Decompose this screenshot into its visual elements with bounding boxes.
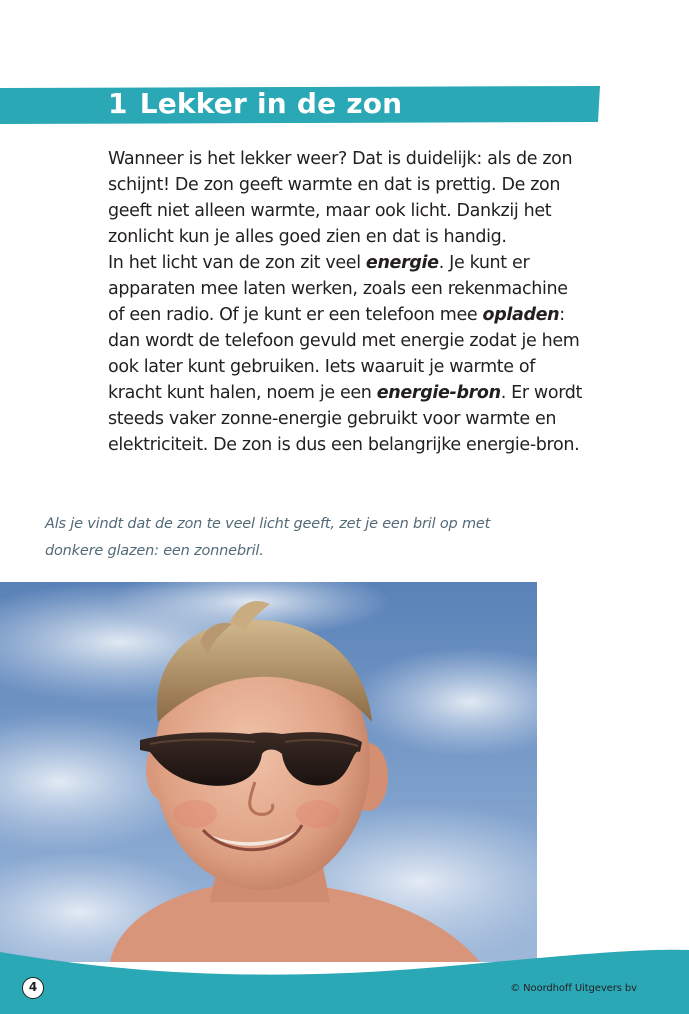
chapter-number: 1 [108,87,128,120]
body-line: kracht kunt halen, noem je een energie-bron. Er wordt [108,383,583,403]
footer-wave [0,930,689,1014]
body-line: zonlicht kun je alles goed zien en dat is handig. [108,227,507,247]
body-line: ook later kunt gebruiken. Iets waaruit je warmte of [108,357,536,377]
photo-caption [45,511,525,565]
caption-line-1: Als je vindt dat de zon te veel licht geeft, zet je een bril op met [45,516,491,532]
body-line: apparaten mee laten werken, zoals een rekenmachine [108,279,568,299]
photo-illustration [0,582,537,962]
body-paragraph [108,146,598,458]
body-line: steeds vaker zonne-energie gebruikt voor warmte en [108,409,557,429]
boy-with-sunglasses-photo [0,582,537,962]
body-line: geeft niet alleen warmte, maar ook licht. Dankzij het [108,201,552,221]
chapter-heading [108,86,402,124]
keyword-opladen: opladen [482,305,560,325]
body-line: Wanneer is het lekker weer? Dat is duidelijk: als de zon [108,149,573,169]
body-line: of een radio. Of je kunt er een telefoon mee opladen: [108,305,565,325]
body-line: schijnt! De zon geeft warmte en dat is prettig. De zon [108,175,561,195]
chapter-title: Lekker in de zon [139,87,403,120]
page-number: 4 [22,977,44,999]
body-line: dan wordt de telefoon gevuld met energie zodat je hem [108,331,580,351]
body-line: In het licht van de zon zit veel energie. Je kunt er [108,253,530,273]
caption-line-2: donkere glazen: een zonnebril. [45,543,264,559]
copyright-notice: © Noordhoff Uitgevers bv [510,983,637,994]
keyword-energie: energie [365,253,439,273]
body-line: elektriciteit. De zon is dus een belangrijke energie-bron. [108,435,580,455]
keyword-energie-bron: energie-bron [376,383,501,403]
